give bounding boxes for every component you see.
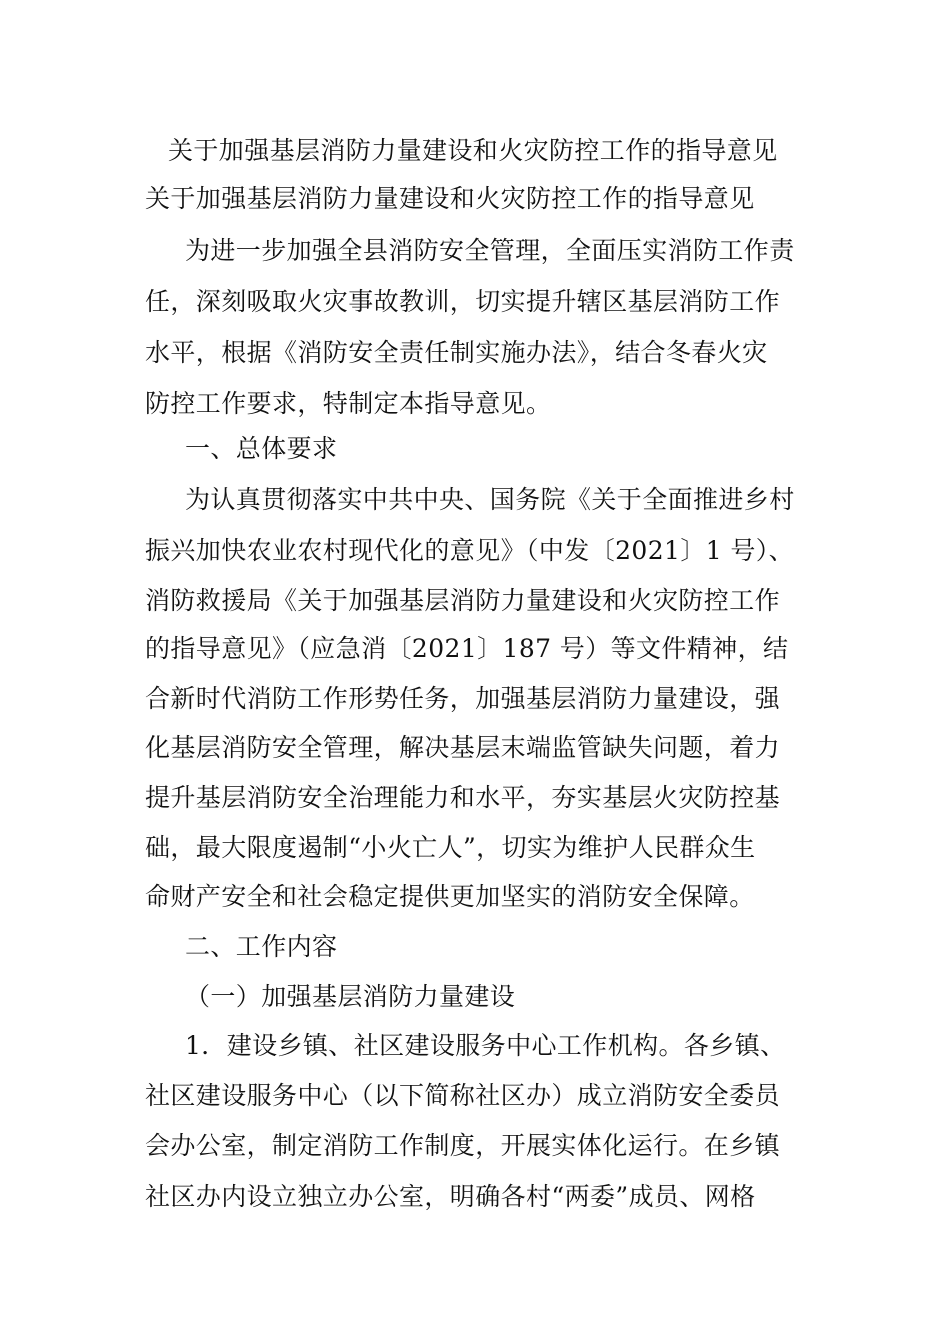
item-1-paragraph-line: 1．建设乡镇、社区建设服务中心工作机构。各乡镇、 (185, 1031, 786, 1060)
section-1-heading: 一、总体要求 (185, 434, 338, 463)
section-1-paragraph-line: 础，最大限度遏制“小火亡人”，切实为维护人民群众生 (145, 833, 756, 862)
section-1-paragraph-line: 命财产安全和社会稳定提供更加坚实的消防安全保障。 (145, 882, 755, 911)
subsection-1-heading: （一）加强基层消防力量建设 (185, 982, 516, 1011)
section-2-heading: 二、工作内容 (185, 932, 338, 961)
item-1-paragraph-line: 社区办内设立独立办公室，明确各村“两委”成员、网格 (145, 1182, 756, 1211)
section-1-paragraph-line: 的指导意见》（应急消〔2021〕187 号）等文件精神，结 (145, 634, 789, 663)
document-title-line-2: 关于加强基层消防力量建设和火灾防控工作的指导意见 (145, 184, 755, 213)
intro-paragraph-line: 水平，根据《消防安全责任制实施办法》，结合冬春火灾 (145, 338, 768, 367)
section-1-paragraph-line: 提升基层消防安全治理能力和水平，夯实基层火灾防控基 (145, 783, 781, 812)
section-1-paragraph-line: 化基层消防安全管理，解决基层末端监管缺失问题，着力 (145, 733, 781, 762)
document-title-line-1: 关于加强基层消防力量建设和火灾防控工作的指导意见 (168, 136, 778, 165)
section-1-paragraph-line: 振兴加快农业农村现代化的意见》（中发〔2021〕1 号）、 (145, 536, 795, 565)
intro-paragraph-line: 为进一步加强全县消防安全管理，全面压实消防工作责 (185, 236, 795, 265)
item-1-paragraph-line: 社区建设服务中心（以下简称社区办）成立消防安全委员 (145, 1081, 781, 1110)
section-1-paragraph-line: 消防救援局《关于加强基层消防力量建设和火灾防控工作 (145, 586, 781, 615)
intro-paragraph-line: 任，深刻吸取火灾事故教训，切实提升辖区基层消防工作 (145, 287, 781, 316)
intro-paragraph-line: 防控工作要求，特制定本指导意见。 (145, 389, 552, 418)
section-1-paragraph-line: 为认真贯彻落实中共中央、国务院《关于全面推进乡村 (185, 485, 795, 514)
item-1-paragraph-line: 会办公室，制定消防工作制度，开展实体化运行。在乡镇 (145, 1131, 781, 1160)
section-1-paragraph-line: 合新时代消防工作形势任务，加强基层消防力量建设，强 (145, 684, 781, 713)
